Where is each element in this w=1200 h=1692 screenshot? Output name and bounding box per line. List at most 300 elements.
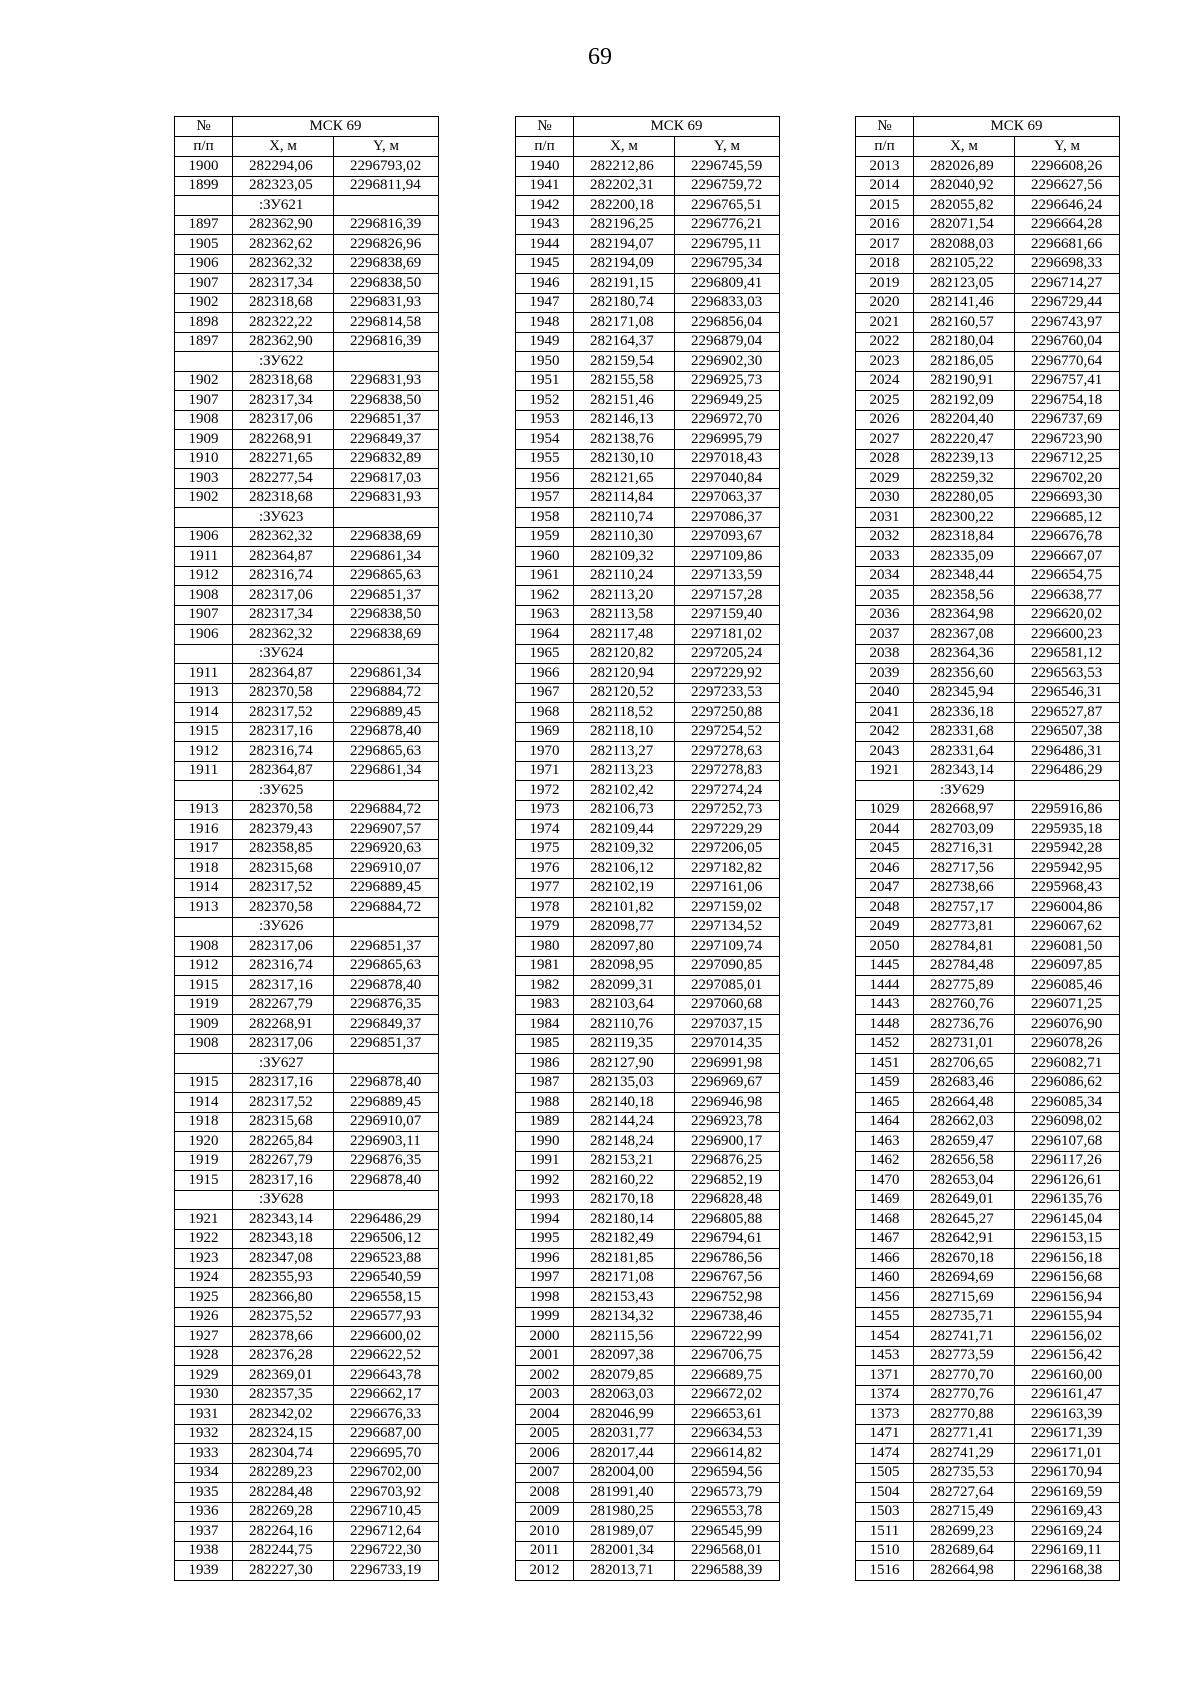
point-number: 1933 <box>175 1444 233 1464</box>
table-row <box>856 1249 1120 1269</box>
y-coordinate: 2296126,61 <box>1015 1171 1120 1191</box>
point-number: 2017 <box>856 235 914 255</box>
point-number: 1983 <box>516 995 574 1015</box>
parcel-header-row <box>175 1054 439 1074</box>
x-coordinate: 282345,94 <box>914 683 1015 703</box>
parcel-label: :ЗУ626 <box>233 917 334 937</box>
x-coordinate: 282770,76 <box>914 1385 1015 1405</box>
y-coordinate: 2296838,50 <box>334 274 439 294</box>
x-coordinate: 282164,37 <box>574 332 675 352</box>
y-coordinate: 2296581,12 <box>1015 644 1120 664</box>
point-number: 1986 <box>516 1054 574 1074</box>
x-coordinate: 282267,79 <box>233 995 334 1015</box>
point-number: 1516 <box>856 1561 914 1581</box>
y-coordinate: 2296523,88 <box>334 1249 439 1269</box>
y-coordinate: 2296672,02 <box>675 1385 780 1405</box>
table-row <box>516 761 780 781</box>
x-coordinate: 282265,84 <box>233 1132 334 1152</box>
parcel-label: :ЗУ623 <box>233 508 334 528</box>
point-number: 2016 <box>856 215 914 235</box>
table-row <box>175 313 439 333</box>
y-coordinate: 2296156,94 <box>1015 1288 1120 1308</box>
point-number: 1967 <box>516 683 574 703</box>
point-number: 2048 <box>856 898 914 918</box>
point-number: 2004 <box>516 1405 574 1425</box>
y-coordinate: 2296506,12 <box>334 1229 439 1249</box>
point-number: 1906 <box>175 254 233 274</box>
y-coordinate: 2296573,79 <box>675 1483 780 1503</box>
x-coordinate: 282659,47 <box>914 1132 1015 1152</box>
x-coordinate: 282773,59 <box>914 1346 1015 1366</box>
x-coordinate: 282148,24 <box>574 1132 675 1152</box>
x-coordinate: 282364,98 <box>914 605 1015 625</box>
y-coordinate: 2296826,96 <box>334 235 439 255</box>
point-number: 1942 <box>516 196 574 216</box>
point-number: 1911 <box>175 547 233 567</box>
table-row <box>175 1405 439 1425</box>
y-coordinate: 2297233,53 <box>675 683 780 703</box>
point-number: 1956 <box>516 469 574 489</box>
parcel-empty-cell <box>334 352 439 372</box>
point-number: 2006 <box>516 1444 574 1464</box>
x-coordinate: 282735,53 <box>914 1463 1015 1483</box>
point-number: 1451 <box>856 1054 914 1074</box>
x-coordinate: 282289,23 <box>233 1463 334 1483</box>
y-coordinate: 2296646,24 <box>1015 196 1120 216</box>
table-row <box>516 1405 780 1425</box>
table-row <box>175 605 439 625</box>
point-number: 1919 <box>175 1151 233 1171</box>
y-coordinate: 2296486,31 <box>1015 742 1120 762</box>
table-row <box>856 508 1120 528</box>
y-coordinate: 2296171,39 <box>1015 1424 1120 1444</box>
point-number: 1972 <box>516 781 574 801</box>
point-number: 1929 <box>175 1366 233 1386</box>
y-coordinate: 2296878,40 <box>334 1073 439 1093</box>
point-number: 1950 <box>516 352 574 372</box>
table-row <box>516 683 780 703</box>
table-row <box>175 293 439 313</box>
point-number: 2011 <box>516 1541 574 1561</box>
point-number: 2024 <box>856 371 914 391</box>
y-coordinate: 2296831,93 <box>334 371 439 391</box>
y-coordinate: 2296920,63 <box>334 839 439 859</box>
header-system: МСК 69 <box>233 117 439 137</box>
point-number: 1915 <box>175 1171 233 1191</box>
table-row <box>175 1132 439 1152</box>
point-number: 2019 <box>856 274 914 294</box>
parcel-header-row <box>175 196 439 216</box>
x-coordinate: 282120,94 <box>574 664 675 684</box>
table-row <box>175 586 439 606</box>
x-coordinate: 282117,48 <box>574 625 675 645</box>
table-row <box>856 586 1120 606</box>
x-coordinate: 282098,95 <box>574 956 675 976</box>
table-row <box>516 391 780 411</box>
point-number: 1952 <box>516 391 574 411</box>
parcel-empty-cell <box>175 1054 233 1074</box>
table-row <box>516 410 780 430</box>
header-y: Y, м <box>334 137 439 157</box>
parcel-empty-cell <box>175 352 233 372</box>
table-row <box>856 1190 1120 1210</box>
point-number: 1976 <box>516 859 574 879</box>
y-coordinate: 2296588,39 <box>675 1561 780 1581</box>
table-row <box>856 1483 1120 1503</box>
point-number: 1921 <box>856 761 914 781</box>
table-row <box>175 937 439 957</box>
parcel-header-row <box>175 644 439 664</box>
x-coordinate: 282727,64 <box>914 1483 1015 1503</box>
point-number: 1029 <box>856 800 914 820</box>
table-row <box>856 371 1120 391</box>
y-coordinate: 2296760,04 <box>1015 332 1120 352</box>
x-coordinate: 282212,86 <box>574 157 675 177</box>
point-number: 1955 <box>516 449 574 469</box>
x-coordinate: 282119,35 <box>574 1034 675 1054</box>
x-coordinate: 282317,52 <box>233 878 334 898</box>
point-number: 1963 <box>516 605 574 625</box>
y-coordinate: 2296714,27 <box>1015 274 1120 294</box>
point-number: 1975 <box>516 839 574 859</box>
table-row <box>516 839 780 859</box>
x-coordinate: 282775,89 <box>914 976 1015 996</box>
point-number: 1909 <box>175 430 233 450</box>
point-number: 1930 <box>175 1385 233 1405</box>
point-number: 1997 <box>516 1268 574 1288</box>
table-row <box>175 1327 439 1347</box>
x-coordinate: 282694,69 <box>914 1268 1015 1288</box>
point-number: 1448 <box>856 1015 914 1035</box>
point-number: 1511 <box>856 1522 914 1542</box>
point-number: 1505 <box>856 1463 914 1483</box>
x-coordinate: 282317,34 <box>233 274 334 294</box>
table-row <box>175 1229 439 1249</box>
y-coordinate: 2296712,25 <box>1015 449 1120 469</box>
point-number: 2043 <box>856 742 914 762</box>
parcel-label: :ЗУ627 <box>233 1054 334 1074</box>
y-coordinate: 2296991,98 <box>675 1054 780 1074</box>
point-number: 1959 <box>516 527 574 547</box>
table-row <box>856 215 1120 235</box>
y-coordinate: 2297060,68 <box>675 995 780 1015</box>
parcel-label: :ЗУ622 <box>233 352 334 372</box>
table-row <box>516 371 780 391</box>
y-coordinate: 2296754,18 <box>1015 391 1120 411</box>
point-number: 1999 <box>516 1307 574 1327</box>
table-row <box>175 430 439 450</box>
y-coordinate: 2296838,69 <box>334 625 439 645</box>
x-coordinate: 282110,76 <box>574 1015 675 1035</box>
y-coordinate: 2296876,25 <box>675 1151 780 1171</box>
y-coordinate: 2296155,94 <box>1015 1307 1120 1327</box>
y-coordinate: 2296081,50 <box>1015 937 1120 957</box>
table-row <box>516 1151 780 1171</box>
y-coordinate: 2297181,02 <box>675 625 780 645</box>
point-number: 1504 <box>856 1483 914 1503</box>
x-coordinate: 282317,06 <box>233 937 334 957</box>
y-coordinate: 2296907,57 <box>334 820 439 840</box>
point-number: 1907 <box>175 274 233 294</box>
table-row <box>856 937 1120 957</box>
point-number: 1444 <box>856 976 914 996</box>
point-number: 2027 <box>856 430 914 450</box>
y-coordinate: 2297254,52 <box>675 722 780 742</box>
y-coordinate: 2296004,86 <box>1015 898 1120 918</box>
y-coordinate: 2296861,34 <box>334 761 439 781</box>
x-coordinate: 282097,80 <box>574 937 675 957</box>
y-coordinate: 2296743,97 <box>1015 313 1120 333</box>
table-row <box>516 1268 780 1288</box>
y-coordinate: 2296946,98 <box>675 1093 780 1113</box>
table-row <box>856 488 1120 508</box>
y-coordinate: 2296662,17 <box>334 1385 439 1405</box>
y-coordinate: 2296851,37 <box>334 586 439 606</box>
x-coordinate: 282317,16 <box>233 1073 334 1093</box>
x-coordinate: 282317,16 <box>233 976 334 996</box>
parcel-label: :ЗУ621 <box>233 196 334 216</box>
y-coordinate: 2296910,07 <box>334 1112 439 1132</box>
page-number: 69 <box>588 44 612 70</box>
header-y: Y, м <box>1015 137 1120 157</box>
table-row <box>516 644 780 664</box>
table-row <box>516 1541 780 1561</box>
header-num: № <box>516 117 574 137</box>
parcel-header-row <box>856 781 1120 801</box>
x-coordinate: 282127,90 <box>574 1054 675 1074</box>
x-coordinate: 282113,58 <box>574 605 675 625</box>
table-row <box>856 839 1120 859</box>
x-coordinate: 282731,01 <box>914 1034 1015 1054</box>
table-row <box>516 1307 780 1327</box>
x-coordinate: 282159,54 <box>574 352 675 372</box>
x-coordinate: 282317,06 <box>233 1034 334 1054</box>
header-x: Х, м <box>914 137 1015 157</box>
x-coordinate: 282318,84 <box>914 527 1015 547</box>
point-number: 1908 <box>175 937 233 957</box>
x-coordinate: 282004,00 <box>574 1463 675 1483</box>
point-number: 1900 <box>175 157 233 177</box>
y-coordinate: 2297252,73 <box>675 800 780 820</box>
x-coordinate: 282135,03 <box>574 1073 675 1093</box>
table-row <box>516 1054 780 1074</box>
x-coordinate: 282220,47 <box>914 430 1015 450</box>
table-row <box>516 976 780 996</box>
point-number: 2020 <box>856 293 914 313</box>
point-number: 2025 <box>856 391 914 411</box>
point-number: 1456 <box>856 1288 914 1308</box>
point-number: 1906 <box>175 527 233 547</box>
table-row <box>175 410 439 430</box>
y-coordinate: 2297093,67 <box>675 527 780 547</box>
x-coordinate: 282180,04 <box>914 332 1015 352</box>
point-number: 1919 <box>175 995 233 1015</box>
x-coordinate: 282102,42 <box>574 781 675 801</box>
y-coordinate: 2296770,64 <box>1015 352 1120 372</box>
y-coordinate: 2296170,94 <box>1015 1463 1120 1483</box>
y-coordinate: 2296852,19 <box>675 1171 780 1191</box>
x-coordinate: 282071,54 <box>914 215 1015 235</box>
y-coordinate: 2296809,41 <box>675 274 780 294</box>
y-coordinate: 2296795,11 <box>675 235 780 255</box>
subheader-row <box>175 137 439 157</box>
x-coordinate: 282324,15 <box>233 1424 334 1444</box>
table-row <box>856 469 1120 489</box>
point-number: 1455 <box>856 1307 914 1327</box>
y-coordinate: 2296563,53 <box>1015 664 1120 684</box>
y-coordinate: 2296737,69 <box>1015 410 1120 430</box>
x-coordinate: 282716,31 <box>914 839 1015 859</box>
point-number: 1466 <box>856 1249 914 1269</box>
x-coordinate: 282317,06 <box>233 410 334 430</box>
table-row <box>516 254 780 274</box>
table-row <box>516 1112 780 1132</box>
y-coordinate: 2296638,77 <box>1015 586 1120 606</box>
x-coordinate: 282369,01 <box>233 1366 334 1386</box>
table-row <box>175 469 439 489</box>
y-coordinate: 2296486,29 <box>334 1210 439 1230</box>
parcel-empty-cell <box>856 781 914 801</box>
x-coordinate: 282151,46 <box>574 391 675 411</box>
point-number: 1939 <box>175 1561 233 1581</box>
table-row <box>856 644 1120 664</box>
x-coordinate: 282364,87 <box>233 547 334 567</box>
x-coordinate: 282683,46 <box>914 1073 1015 1093</box>
y-coordinate: 2296752,98 <box>675 1288 780 1308</box>
y-coordinate: 2296527,87 <box>1015 703 1120 723</box>
table-row <box>175 527 439 547</box>
x-coordinate: 282362,90 <box>233 332 334 352</box>
table-row <box>856 547 1120 567</box>
table-row <box>516 196 780 216</box>
point-number: 1951 <box>516 371 574 391</box>
y-coordinate: 2296831,93 <box>334 293 439 313</box>
y-coordinate: 2296546,31 <box>1015 683 1120 703</box>
table-row <box>856 1502 1120 1522</box>
table-row <box>516 995 780 1015</box>
table-row <box>175 157 439 177</box>
table-row <box>175 1015 439 1035</box>
table-row <box>175 332 439 352</box>
table-row <box>856 664 1120 684</box>
x-coordinate: 282055,82 <box>914 196 1015 216</box>
table-row <box>856 1073 1120 1093</box>
table-row <box>856 1112 1120 1132</box>
x-coordinate: 282109,32 <box>574 547 675 567</box>
point-number: 2034 <box>856 566 914 586</box>
y-coordinate: 2296793,02 <box>334 157 439 177</box>
y-coordinate: 2297090,85 <box>675 956 780 976</box>
point-number: 1923 <box>175 1249 233 1269</box>
point-number: 1998 <box>516 1288 574 1308</box>
x-coordinate: 282186,05 <box>914 352 1015 372</box>
point-number: 1935 <box>175 1483 233 1503</box>
point-number: 2028 <box>856 449 914 469</box>
x-coordinate: 282735,71 <box>914 1307 1015 1327</box>
y-coordinate: 2296849,37 <box>334 1015 439 1035</box>
parcel-empty-cell <box>175 1190 233 1210</box>
point-number: 2000 <box>516 1327 574 1347</box>
y-coordinate: 2296156,02 <box>1015 1327 1120 1347</box>
y-coordinate: 2295935,18 <box>1015 820 1120 840</box>
table-row <box>516 1522 780 1542</box>
header-num-sub: п/п <box>175 137 233 157</box>
table-row <box>175 1444 439 1464</box>
y-coordinate: 2296876,35 <box>334 995 439 1015</box>
y-coordinate: 2296889,45 <box>334 703 439 723</box>
point-number: 1914 <box>175 1093 233 1113</box>
x-coordinate: 282153,43 <box>574 1288 675 1308</box>
point-number: 1909 <box>175 1015 233 1035</box>
point-number: 1471 <box>856 1424 914 1444</box>
y-coordinate: 2296878,40 <box>334 1171 439 1191</box>
point-number: 1903 <box>175 469 233 489</box>
x-coordinate: 282204,40 <box>914 410 1015 430</box>
table-row <box>856 722 1120 742</box>
y-coordinate: 2296608,26 <box>1015 157 1120 177</box>
y-coordinate: 2296703,92 <box>334 1483 439 1503</box>
y-coordinate: 2296884,72 <box>334 800 439 820</box>
x-coordinate: 282046,99 <box>574 1405 675 1425</box>
y-coordinate: 2296540,59 <box>334 1268 439 1288</box>
point-number: 1914 <box>175 703 233 723</box>
x-coordinate: 282017,44 <box>574 1444 675 1464</box>
point-number: 1945 <box>516 254 574 274</box>
point-number: 1907 <box>175 391 233 411</box>
point-number: 1995 <box>516 1229 574 1249</box>
parcel-label: :ЗУ629 <box>914 781 1015 801</box>
table-row <box>516 878 780 898</box>
parcel-empty-cell <box>1015 781 1120 801</box>
table-row <box>516 1424 780 1444</box>
y-coordinate: 2296851,37 <box>334 937 439 957</box>
header-num-sub: п/п <box>856 137 914 157</box>
table-row <box>856 761 1120 781</box>
point-number: 1974 <box>516 820 574 840</box>
table-row <box>856 1015 1120 1035</box>
point-number: 2050 <box>856 937 914 957</box>
x-coordinate: 282342,02 <box>233 1405 334 1425</box>
x-coordinate: 282155,58 <box>574 371 675 391</box>
table-row <box>856 566 1120 586</box>
point-number: 2005 <box>516 1424 574 1444</box>
point-number: 1936 <box>175 1502 233 1522</box>
y-coordinate: 2296169,43 <box>1015 1502 1120 1522</box>
point-number: 1958 <box>516 508 574 528</box>
parcel-empty-cell <box>334 1190 439 1210</box>
point-number: 1982 <box>516 976 574 996</box>
point-number: 1954 <box>516 430 574 450</box>
table-row <box>856 917 1120 937</box>
table-row <box>175 1249 439 1269</box>
table-row <box>516 1073 780 1093</box>
y-coordinate: 2296620,02 <box>1015 605 1120 625</box>
y-coordinate: 2296085,46 <box>1015 976 1120 996</box>
x-coordinate: 282662,03 <box>914 1112 1015 1132</box>
y-coordinate: 2295942,28 <box>1015 839 1120 859</box>
table-row <box>516 1034 780 1054</box>
x-coordinate: 281980,25 <box>574 1502 675 1522</box>
y-coordinate: 2296689,75 <box>675 1366 780 1386</box>
x-coordinate: 282110,74 <box>574 508 675 528</box>
y-coordinate: 2295916,86 <box>1015 800 1120 820</box>
point-number: 1918 <box>175 1112 233 1132</box>
y-coordinate: 2297159,02 <box>675 898 780 918</box>
point-number: 1992 <box>516 1171 574 1191</box>
x-coordinate: 282271,65 <box>233 449 334 469</box>
point-number: 1462 <box>856 1151 914 1171</box>
y-coordinate: 2296786,56 <box>675 1249 780 1269</box>
